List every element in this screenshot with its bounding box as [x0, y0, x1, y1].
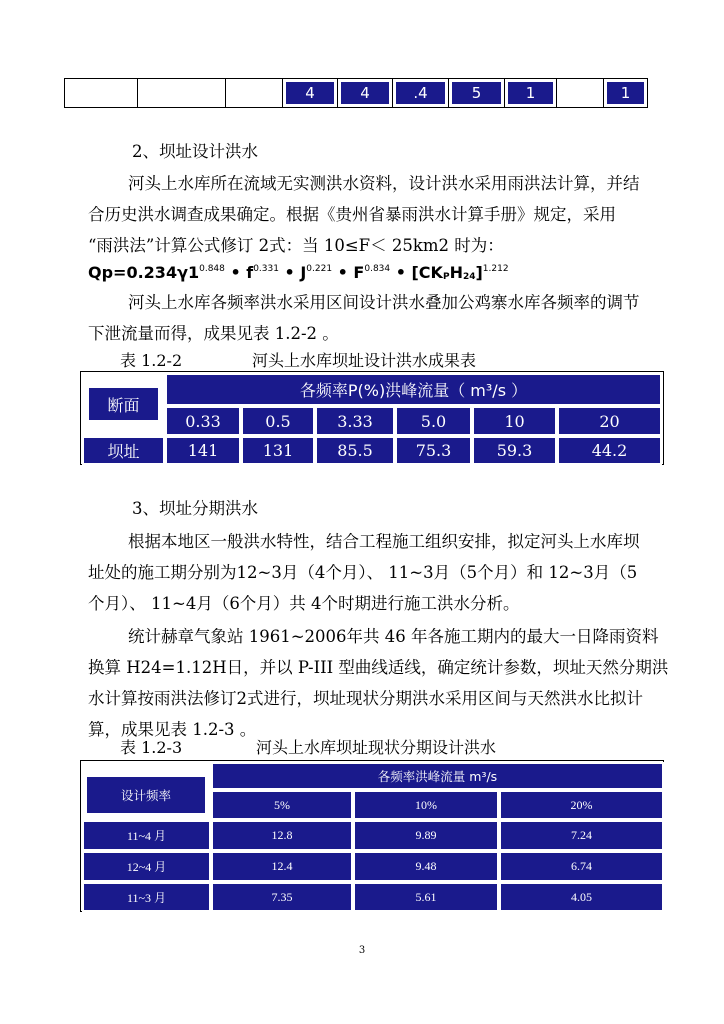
table-caption-number: 表 1.2-2	[120, 351, 183, 370]
row-header: 断面	[87, 386, 160, 422]
strip-cell	[65, 79, 138, 107]
freq-header: 0.33	[165, 406, 241, 436]
formula	[88, 263, 509, 282]
freq-header: 10	[472, 406, 557, 436]
strip-cell: .4	[393, 79, 449, 107]
flood-results-table	[80, 371, 664, 465]
paragraph	[88, 526, 668, 619]
partial-table-strip	[64, 78, 648, 108]
row-label: 11~3 月	[82, 882, 211, 912]
strip-cell: 4	[283, 79, 338, 107]
strip-cell	[138, 79, 226, 107]
text-line: 算，成果见表 1.2-3 。	[88, 720, 257, 739]
table-cell: 6.74	[499, 851, 664, 882]
freq-header: 20%	[499, 790, 664, 820]
strip-cell	[557, 79, 604, 107]
row-label: 11~4 月	[82, 820, 211, 851]
freq-header: 5.0	[395, 406, 472, 436]
table-caption-number: 表 1.2-3	[120, 738, 183, 757]
table-cell: 75.3	[395, 436, 472, 465]
table-cell: 85.5	[315, 436, 395, 465]
table-cell: 59.3	[472, 436, 557, 465]
text-line: “雨洪法”计算公式修订 2式：当 10≤F＜ 25km2 时为：	[88, 236, 504, 255]
paragraph	[88, 621, 668, 745]
paragraph	[88, 168, 668, 261]
formula-exp: 0.848	[199, 264, 225, 274]
table-cell: 131	[241, 436, 315, 465]
table-cell: 4.05	[499, 882, 664, 912]
formula-part: • f	[224, 263, 254, 282]
table-cell: 12.8	[211, 820, 353, 851]
table-caption-title: 河头上水库坝址现状分期设计洪水	[256, 738, 497, 757]
group-header: 各频率洪峰流量 m³/s	[211, 762, 664, 790]
table-cell: 44.2	[557, 436, 662, 465]
row-label: 坝址	[82, 436, 165, 465]
formula-part: • F	[332, 263, 365, 282]
table-cell: 9.48	[353, 851, 499, 882]
table-caption-title: 河头上水库坝址设计洪水成果表	[252, 351, 477, 370]
table-cell: 141	[165, 436, 241, 465]
table-cell: 9.89	[353, 820, 499, 851]
text-line: 址处的施工期分别为12~3月（4个月）、 11~3月（5个月）和 12~3月（5	[88, 563, 638, 582]
formula-sub: 24	[462, 272, 476, 282]
text-line: 河头上水库所在流域无实测洪水资料，设计洪水采用雨洪法计算，并结	[128, 174, 640, 193]
formula-sub: P	[442, 272, 450, 282]
text-line: 根据本地区一般洪水特性，结合工程施工组织安排，拟定河头上水库坝	[128, 532, 640, 551]
freq-header: 10%	[353, 790, 499, 820]
page-number: 3	[358, 945, 366, 956]
row-label: 12~4 月	[82, 851, 211, 882]
table-cell: 7.24	[499, 820, 664, 851]
freq-header: 5%	[211, 790, 353, 820]
text-line: 个月）、 11~4月（6个月）共 4个时期进行施工洪水分析。	[88, 594, 520, 613]
strip-cell: 4	[338, 79, 393, 107]
paragraph	[88, 287, 668, 349]
formula-part: • [CK	[390, 263, 443, 282]
text-line: 水计算按雨洪法修订2式进行，坝址现状分期洪水采用区间与天然洪水比拟计	[88, 689, 643, 708]
text-line: 统计赫章气象站 1961~2006年共 46 年各施工期内的最大一日降雨资料	[128, 627, 659, 646]
text-line: 换算 H24=1.12H日，并以 P-III 型曲线适线，确定统计参数，坝址天然分期洪	[88, 658, 669, 677]
section-heading: 2、坝址设计洪水	[132, 142, 258, 161]
formula-exp: 0.834	[364, 264, 391, 274]
strip-cell: 5	[449, 79, 505, 107]
strip-cell: 1	[505, 79, 557, 107]
table-cell: 12.4	[211, 851, 353, 882]
text-line: 河头上水库各频率洪水采用区间设计洪水叠加公鸡寨水库各频率的调节	[128, 293, 640, 312]
freq-header: 3.33	[315, 406, 395, 436]
formula-exp: 1.212	[482, 264, 509, 274]
table-cell: 5.61	[353, 882, 499, 912]
table-cell: 7.35	[211, 882, 353, 912]
formula-part: ]	[475, 263, 483, 282]
freq-header: 20	[557, 406, 662, 436]
formula-exp: 0.331	[253, 264, 279, 274]
freq-header: 0.5	[241, 406, 315, 436]
text-line: 合历史洪水调查成果确定。根据《贵州省暴雨洪水计算手册》规定，采用	[88, 205, 616, 224]
text-line: 下泄流量而得，成果见表 1.2-2 。	[88, 324, 339, 343]
formula-part: Qp=0.234γ1	[88, 263, 200, 282]
section-heading: 3、坝址分期洪水	[132, 499, 258, 518]
strip-cell: 1	[604, 79, 647, 107]
group-header: 各频率P(%)洪峰流量（ m³/s ）	[165, 373, 662, 406]
staged-flood-table	[80, 760, 664, 912]
formula-part: • J	[278, 263, 307, 282]
row-header: 设计频率	[85, 775, 207, 815]
formula-part: H	[449, 263, 463, 282]
formula-exp: 0.221	[306, 264, 333, 274]
strip-cell	[226, 79, 283, 107]
